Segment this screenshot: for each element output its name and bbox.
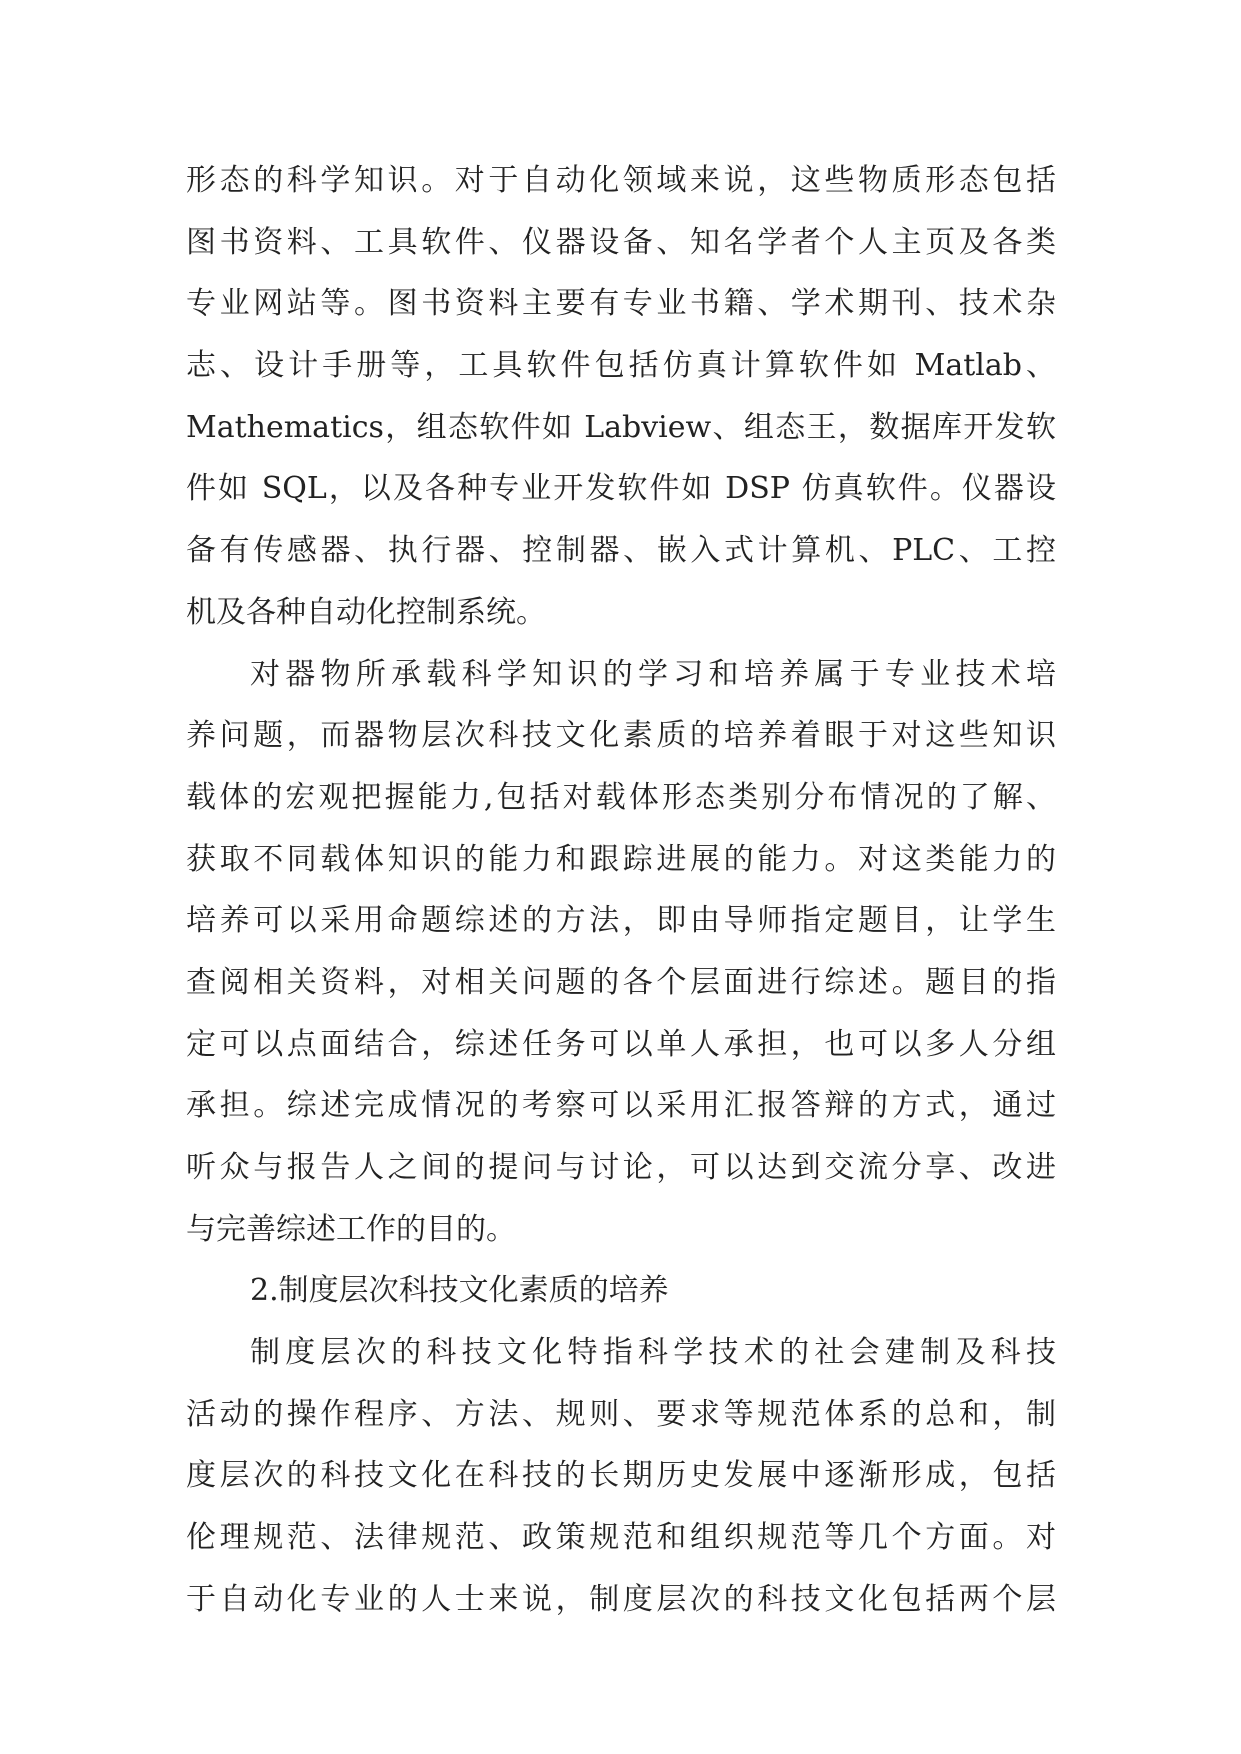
text-line: 查阅相关资料，对相关问题的各个层面进行综述。题目的指 xyxy=(186,964,1056,1000)
text-line: 志、设计手册等，工具软件包括仿真计算软件如 Matlab、 xyxy=(186,348,1056,384)
text-line: 养问题，而器物层次科技文化素质的培养着眼于对这些知识 xyxy=(186,718,1056,754)
text-line: 专业网站等。图书资料主要有专业书籍、学术期刊、技术杂 xyxy=(186,286,1056,322)
text-line: 度层次的科技文化在科技的长期历史发展中逐渐形成，包括 xyxy=(186,1458,1056,1494)
text-line: 活动的操作程序、方法、规则、要求等规范体系的总和，制 xyxy=(186,1396,1056,1432)
text-line: 于自动化专业的人士来说，制度层次的科技文化包括两个层 xyxy=(186,1581,1056,1617)
paragraph-first-line: 制度层次的科技文化特指科学技术的社会建制及科技 xyxy=(250,1335,1056,1371)
text-line: Mathematics，组态软件如 Labview、组态王，数据库开发软 xyxy=(186,409,1056,445)
text-line: 与完善综述工作的目的。 xyxy=(186,1211,516,1247)
text-line: 形态的科学知识。对于自动化领域来说，这些物质形态包括 xyxy=(186,163,1056,198)
section-heading: 2.制度层次科技文化素质的培养 xyxy=(250,1273,669,1309)
text-line: 承担。综述完成情况的考察可以采用汇报答辩的方式，通过 xyxy=(186,1088,1056,1124)
text-line: 图书资料、工具软件、仪器设备、知名学者个人主页及各类 xyxy=(186,224,1056,260)
document-page xyxy=(186,150,1056,1631)
text-line: 获取不同载体知识的能力和跟踪进展的能力。对这类能力的 xyxy=(186,841,1056,877)
text-line: 机及各种自动化控制系统。 xyxy=(186,594,546,630)
paragraph-first-line: 对器物所承载科学知识的学习和培养属于专业技术培 xyxy=(250,656,1056,692)
text-line: 载体的宏观把握能力,包括对载体形态类别分布情况的了解、 xyxy=(186,779,1056,815)
text-line: 备有传感器、执行器、控制器、嵌入式计算机、PLC、工控 xyxy=(186,533,1056,569)
text-line: 培养可以采用命题综述的方法，即由导师指定题目，让学生 xyxy=(186,903,1056,939)
text-line: 定可以点面结合，综述任务可以单人承担，也可以多人分组 xyxy=(186,1026,1056,1062)
text-line: 件如 SQL，以及各种专业开发软件如 DSP 仿真软件。仪器设 xyxy=(186,471,1056,507)
text-line: 伦理规范、法律规范、政策规范和组织规范等几个方面。对 xyxy=(186,1520,1056,1556)
text-line: 听众与报告人之间的提问与讨论，可以达到交流分享、改进 xyxy=(186,1150,1056,1185)
